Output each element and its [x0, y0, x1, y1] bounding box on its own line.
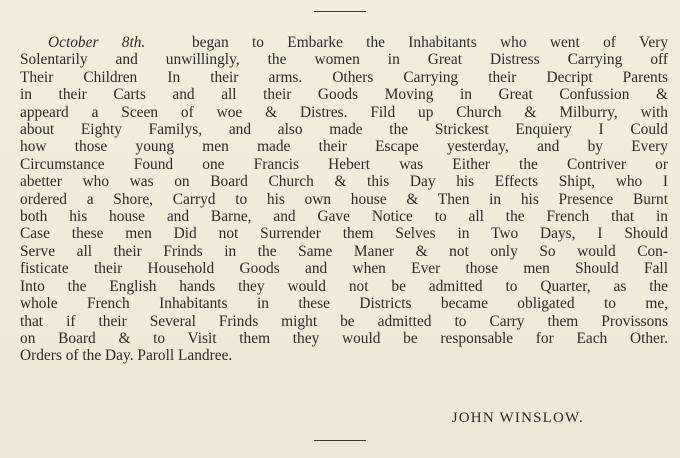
entry-line: Into the English hands they would not be admitted to Quarter, as the	[20, 277, 668, 295]
entry-line: abetter who was on Board Church & this Day his Effects Shipt, who I	[20, 173, 668, 191]
entry-line: about Eighty Familys, and also made the Strickest Enquiery I Could	[20, 121, 668, 139]
entry-line: fisticate their Household Goods and when Ever those men Should Fall	[20, 260, 668, 278]
bottom-ornament-rule	[314, 440, 366, 441]
entry-line: appeard a Sceen of woe & Distres. Fild up Church & Milburry, with	[20, 103, 668, 121]
entry-line: Serve all their Frinds in the Same Maner & not only So would Con-	[20, 242, 668, 260]
entry-line: Orders of the Day. Paroll Landree.	[20, 347, 233, 365]
entry-line: on Board & to Visit them they would be responsable for Each Other.	[20, 329, 668, 347]
entry-line: ordered a Shore, Carryd to his own house & Then in his Presence Burnt	[20, 190, 668, 208]
entry-line: Case these men Did not Surrender them Selves in Two Days, I Should	[20, 225, 668, 243]
entry-line: Their Children In their arms. Others Carrying their Decript Parents	[20, 68, 668, 86]
signature: JOHN WINSLOW.	[451, 410, 584, 426]
entry-line-text: began to Embarke the Inhabitants who went of Very	[191, 34, 669, 51]
entry-line: how those young men made their Escape yesterday, and by Every	[20, 138, 668, 156]
entry-line	[20, 34, 668, 51]
entry-date: October 8th.	[48, 34, 146, 51]
entry-line: both his house and Barne, and Gave Notice to all the French that in	[20, 208, 668, 226]
entry-line: that if their Several Frinds might be admitted to Carry them Provissons	[20, 312, 668, 330]
journal-entry	[20, 34, 668, 365]
entry-line: Solentarily and unwillingly, the women in Great Distress Carrying off	[20, 51, 668, 69]
entry-line: in their Carts and all their Goods Moving in Great Confussion &	[20, 86, 668, 104]
top-ornament-rule	[314, 11, 366, 12]
entry-line: whole French Inhabitants in these Districts became obligated to me,	[20, 295, 668, 313]
entry-line: Circumstance Found one Francis Hebert was Either the Contriver or	[20, 155, 668, 173]
